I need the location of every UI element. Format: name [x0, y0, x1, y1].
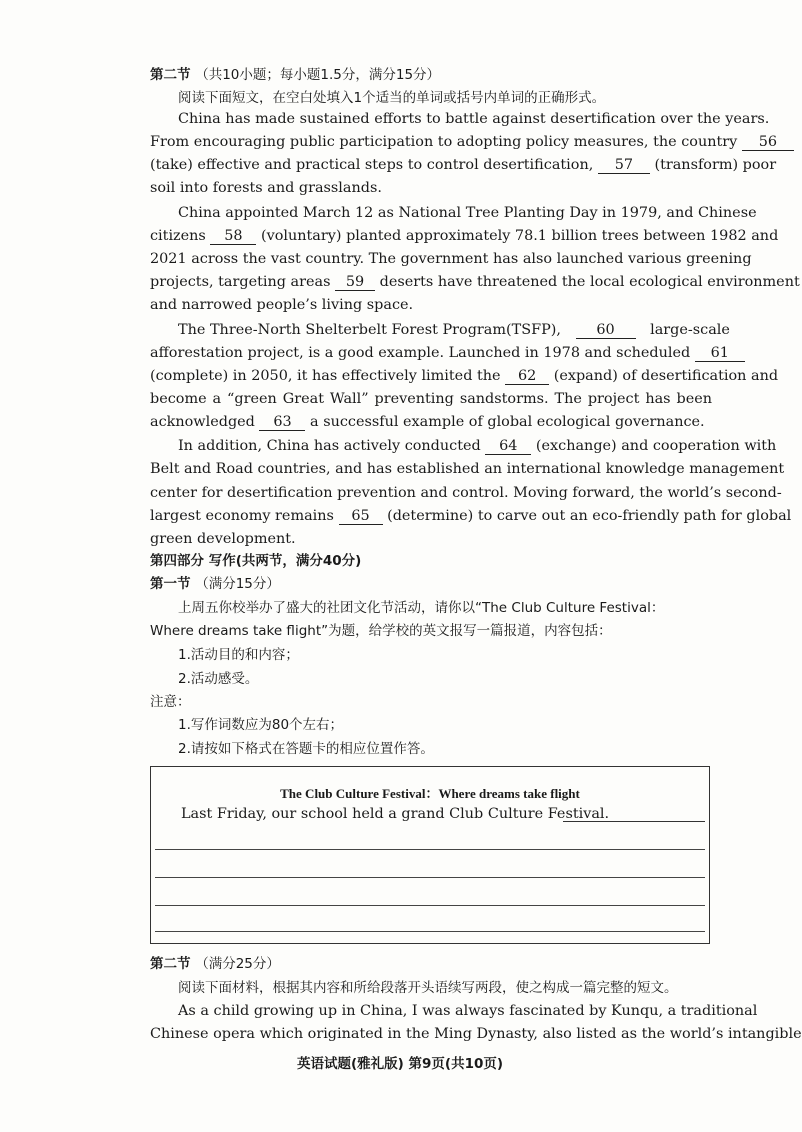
section2-header-rest: （共10小题；每小题1.5分，满分15分） [195, 67, 441, 83]
p2-line4-text-a: projects, targeting areas [150, 274, 331, 290]
writing1-prompt-line1: 上周五你校举办了盛大的社团文化节活动，请你以“The Club Culture Festival： [178, 600, 665, 616]
answer-line[interactable] [155, 931, 705, 932]
writing2-header [150, 955, 712, 973]
blank-59[interactable]: 59 [335, 275, 375, 291]
section2-header [150, 66, 712, 84]
blank-57[interactable]: 57 [598, 158, 650, 174]
p4-line4 [150, 507, 792, 525]
writing2-text-line2: Chinese opera which originated in the Ming Dynasty, also listed as the world’s intangible [150, 1026, 802, 1042]
p1-line3-text-a: (take) effective and practical steps to control desertification, [150, 157, 594, 173]
writing2-header-bold: 第二节 [150, 956, 191, 972]
p3-line5-text-a: acknowledged [150, 414, 255, 430]
p3-line2-text: afforestation project, is a good example. Launched in 1978 and scheduled [150, 345, 691, 361]
writing1-header-rest: （满分15分） [195, 576, 280, 592]
p2-line2-text-b: (voluntary) planted approximately 78.1 billion trees between 1982 and [260, 228, 779, 244]
p4-line4-text-a: largest economy remains [150, 508, 334, 524]
p4-line1 [178, 437, 777, 455]
p1-line3 [150, 156, 777, 174]
blank-64[interactable]: 64 [485, 439, 531, 455]
p3-line1-text-a: The Three-North Shelterbelt Forest Program(TSFP), [178, 322, 561, 338]
note-1: 1.写作词数应为80个左右； [178, 717, 344, 733]
writing1-prompt-line2: Where dreams take flight”为题，给学校的英文报写一篇报道，内容包括： [150, 623, 612, 639]
writing1-header [150, 575, 712, 593]
p3-line3 [150, 367, 779, 385]
p4-line1-text-a: In addition, China has actively conducted [178, 438, 481, 454]
answer-line[interactable] [155, 905, 705, 906]
answer-box [150, 766, 710, 944]
page-footer: 英语试题(雅礼版) 第9页(共10页) [296, 1056, 504, 1072]
section2-header-bold: 第二节 [150, 67, 191, 83]
p4-line4-text-b: (determine) to carve out an eco-friendly path for global [387, 508, 792, 524]
section2-instruction: 阅读下面短文，在空白处填入1个适当的单词或括号内单词的正确形式。 [178, 90, 606, 106]
blank-62[interactable]: 62 [505, 369, 549, 385]
p4-line5: green development. [150, 531, 296, 547]
writing2-header-rest: （满分25分） [195, 956, 280, 972]
p3-line3-text-b: (expand) of desertification and [553, 368, 779, 384]
p1-line4: soil into forests and grasslands. [150, 180, 382, 196]
p3-line1-text-b: large-scale [650, 322, 730, 338]
p4-line1-text-b: (exchange) and cooperation with [535, 438, 777, 454]
blank-65[interactable]: 65 [339, 509, 383, 525]
p3-line5-text-b: a successful example of global ecological governance. [310, 414, 705, 430]
blank-63[interactable]: 63 [259, 415, 305, 431]
writing1-item-1: 1.活动目的和内容； [178, 647, 299, 663]
blank-56[interactable]: 56 [742, 135, 794, 151]
answer-line[interactable] [155, 877, 705, 878]
answer-box-first-line: Last Friday, our school held a grand Club Culture Festival. [181, 806, 610, 822]
answer-line[interactable] [155, 849, 705, 850]
p3-line3-text-a: (complete) in 2050, it has effectively limited the [150, 368, 501, 384]
p2-line1: China appointed March 12 as National Tree Planting Day in 1979, and Chinese [178, 205, 757, 221]
writing1-item-2: 2.活动感受。 [178, 671, 259, 687]
answer-line-continuation[interactable] [563, 821, 705, 822]
p3-line2 [150, 344, 729, 362]
p2-line3: 2021 across the vast country. The government has also launched various greening [150, 251, 752, 267]
blank-61[interactable]: 61 [695, 346, 745, 362]
p2-line5: and narrowed people’s living space. [150, 297, 414, 313]
p1-line2 [150, 133, 778, 151]
p4-line3: center for desertification prevention and control. Moving forward, the world’s second- [150, 485, 782, 501]
p2-line4 [150, 273, 800, 291]
answer-box-title: The Club Culture Festival：Where dreams take flight [280, 786, 580, 801]
p3-line1 [178, 321, 730, 339]
note-2: 2.请按如下格式在答题卡的相应位置作答。 [178, 741, 434, 757]
p2-line2 [150, 227, 779, 245]
writing2-text-line1: As a child growing up in China, I was always fascinated by Kunqu, a traditional [178, 1003, 758, 1019]
p1-line1: China has made sustained efforts to battle against desertification over the years. [178, 111, 770, 127]
p1-line2-text: From encouraging public participation to adopting policy measures, the country [150, 134, 738, 150]
notes-label: 注意： [150, 694, 191, 710]
blank-58[interactable]: 58 [210, 229, 256, 245]
blank-60[interactable]: 60 [576, 323, 636, 339]
writing1-header-bold: 第一节 [150, 576, 191, 592]
writing2-instruction: 阅读下面材料，根据其内容和所给段落开头语续写两段，使之构成一篇完整的短文。 [178, 980, 678, 996]
p2-line4-text-b: deserts have threatened the local ecological environment [379, 274, 800, 290]
p3-line4: become a “green Great Wall” preventing sandstorms. The project has been [150, 391, 712, 407]
p4-line2: Belt and Road countries, and has established an international knowledge management [150, 461, 785, 477]
p2-line2-text-a: citizens [150, 228, 206, 244]
part4-header: 第四部分 写作(共两节，满分40分) [150, 553, 362, 569]
p3-line5 [150, 413, 712, 431]
p1-line3-text-b: (transform) poor [654, 157, 777, 173]
